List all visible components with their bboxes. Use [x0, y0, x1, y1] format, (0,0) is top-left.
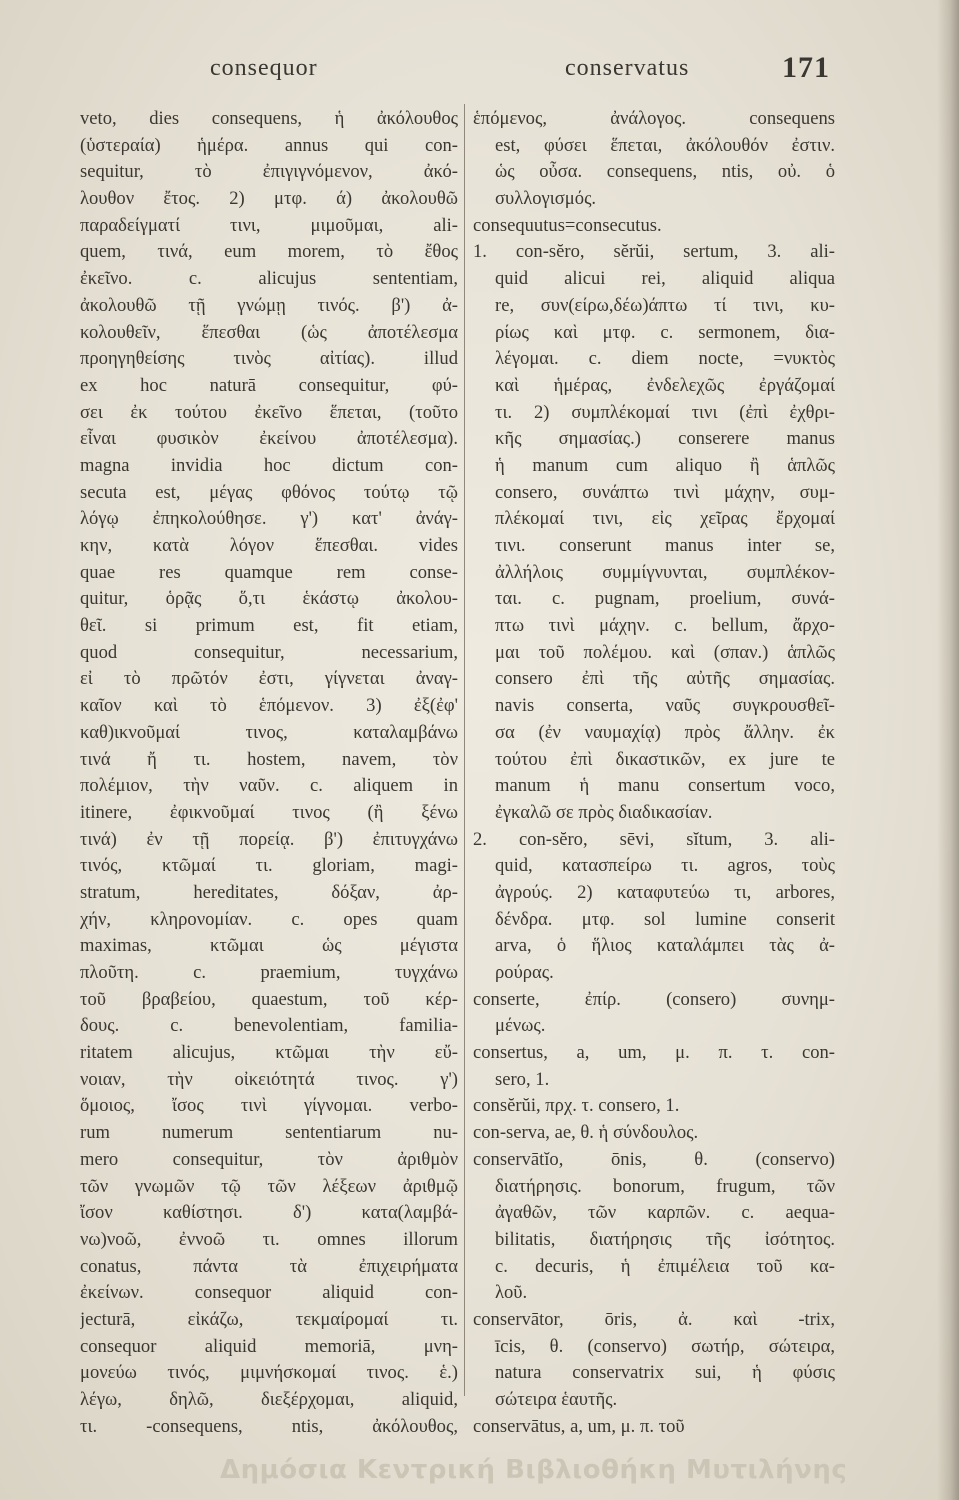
column-divider	[464, 104, 465, 1396]
left-column-line: conatus, πάντα τὰ ἐπιχειρήματα	[80, 1255, 458, 1277]
right-column-line: ται. c. pugnam, proelium, συνά-	[495, 588, 835, 610]
left-column-line: quitur, ὁρᾷς ὅ,τι ἑκάστῳ ἀκολου-	[80, 588, 458, 610]
left-column-line: πολέμιον, τὴν ναῦν. c. aliquem in	[80, 775, 458, 797]
right-column-line: πλέκομαί τινι, εἰς χεῖρας ἔρχομαί	[495, 508, 835, 530]
right-column-entry-head: 2. con-sĕro, sēvi, sĭtum, 3. ali-	[473, 828, 835, 850]
left-column-line: δους. c. benevolentiam, familia-	[80, 1015, 458, 1037]
left-column-line: παραδείγματί τινι, μιμοῦμαι, ali-	[80, 214, 458, 236]
right-column-line: τι. 2) συμπλέκομαί τινι (ἐπὶ ἐχθρι-	[495, 401, 835, 423]
right-column-line: manum ἡ manu consertum voco,	[495, 775, 835, 797]
left-column-line: ἀκολουθῶ τῇ γνώμῃ τινός. β') ἀ-	[80, 294, 458, 316]
left-column-line: secuta est, μέγας φθόνος τούτῳ τῷ	[80, 481, 458, 503]
right-column-line: quid alicui rei, aliquid aliqua	[495, 268, 835, 290]
left-column-line: νοιαν, τὴν οἰκειότητά τινος. γ')	[80, 1068, 458, 1090]
header-left-guide-word: consequor	[210, 55, 318, 81]
right-column-entry-head: conservātĭo, ōnis, θ. (conservo)	[473, 1148, 835, 1170]
left-column-line: itinere, ἐφικνοῦμαί τινος (ἢ ξένω	[80, 801, 458, 823]
right-column-line: σα (ἐν ναυμαχίᾳ) πρὸς ἄλλην. ἐκ	[495, 721, 835, 743]
left-column-line: rum numerum sententiarum nu-	[80, 1122, 458, 1144]
page-edge-shadow	[937, 0, 959, 1500]
left-column-line: κολουθεῖν, ἕπεσθαι (ὡς ἀποτέλεσμα	[80, 321, 458, 343]
right-column-entry-head: conservātus, a, um, μ. π. τοῦ	[473, 1415, 685, 1437]
right-column-line: c. decuris, ἡ ἐπιμέλεια τοῦ κα-	[495, 1255, 835, 1277]
left-column-line: ritatem alicujus, κτῶμαι τὴν εὔ-	[80, 1042, 458, 1064]
right-column-line: μαι τοῦ πολέμου. καὶ (σπαν.) ἁπλῶς	[495, 641, 835, 663]
left-column-line: λουθον ἔτος. 2) μτφ. ά) ἀκολουθῶ	[80, 188, 458, 210]
right-column-entry-head: consĕrŭi, πρχ. τ. consero, 1.	[473, 1095, 680, 1117]
right-column-line: τούτου ἐπὶ δικαστικῶν, ex jure te	[495, 748, 835, 770]
right-column-line: τινι. conserunt manus inter se,	[495, 535, 835, 556]
left-column-line: εἶναι φυσικὸν ἐκείνου ἀποτέλεσμα).	[80, 428, 458, 450]
left-column-line: σει ἐκ τούτου ἐκεῖνο ἕπεται, (τοῦτο	[80, 401, 458, 423]
left-column-line: προηγηθείσης τινὸς αἰτίας). illud	[80, 348, 458, 370]
library-watermark: Δημόσια Κεντρική Βιβλιοθήκη Μυτιλήνης	[220, 1455, 848, 1485]
left-column-line: (ὑστεραία) ἡμέρα. annus qui con-	[80, 134, 458, 156]
left-column-line: εἰ τὸ πρῶτόν ἐστι, γίγνεται ἀναγ-	[80, 668, 458, 690]
left-column-line: maximas, κτῶμαι ὡς μέγιστα	[80, 935, 458, 957]
right-column-entry-head: conservātor, ōris, ἀ. καὶ -trix,	[473, 1308, 835, 1330]
left-column-line: νω)νοῶ, ἐννοῶ τι. omnes illorum	[80, 1228, 458, 1250]
right-column-line: ρούρας.	[495, 962, 554, 983]
left-column-line: quem, τινά, eum morem, τὸ ἔθος	[80, 241, 458, 263]
left-column-line: ex hoc naturā consequitur, φύ-	[80, 374, 458, 396]
left-column-line: magna invidia hoc dictum con-	[80, 454, 458, 476]
left-column-line: mero consequitur, τὸν ἀριθμὸν	[80, 1148, 458, 1170]
left-column-line: ἴσον καθίστησι. δ') κατα(λαμβά-	[80, 1202, 458, 1224]
right-column-entry-head: con-serva, ae, θ. ἡ σύνδουλος.	[473, 1122, 699, 1144]
right-column-line: navis conserta, ναῦς συγκρουσθεῖ-	[495, 695, 835, 717]
right-column-entry-head: ἑπόμενος, ἀνάλογος. consequens	[473, 108, 835, 129]
right-column-line: ἀγαθῶν, τῶν καρπῶν. c. aequa-	[495, 1202, 835, 1224]
left-column-line: jecturā, εἰκάζω, τεκμαίρομαί τι.	[80, 1308, 458, 1330]
left-column-line: ἐκεῖνο. c. alicujus sententiam,	[80, 268, 458, 290]
right-column-line: natura conservatrix sui, ἡ φύσις	[495, 1362, 835, 1384]
left-column-line: consequor aliquid memoriā, μνη-	[80, 1335, 458, 1357]
right-column-line: σώτειρα ἑαυτῆς.	[495, 1389, 618, 1410]
right-column-entry-head: consertus, a, um, μ. π. τ. con-	[473, 1042, 835, 1064]
left-column-line: τινά) ἐν τῇ πορείᾳ. β') ἐπιτυγχάνω	[80, 828, 458, 850]
left-column-line: θεῖ. si primum est, fit etiam,	[80, 615, 458, 637]
left-column-line: ὅμοιος, ἴσος τινὶ γίγνομαι. verbo-	[80, 1095, 458, 1117]
right-column-line: ρίως καὶ μτφ. c. sermonem, δια-	[495, 321, 835, 343]
right-column	[473, 106, 835, 1440]
left-column-line: ἐκείνων. consequor aliquid con-	[80, 1282, 458, 1304]
left-column-line: κην, κατὰ λόγον ἕπεσθαι. vides	[80, 535, 458, 556]
left-column-line: quae res quamque rem conse-	[80, 561, 458, 583]
left-column-line: λέγω, δηλῶ, διεξέρχομαι, aliquid,	[80, 1389, 458, 1410]
right-column-line: καὶ ἡμέρας, ἐνδελεχῶς ἐργάζομαί	[495, 374, 835, 396]
left-column-line: πλοῦτη. c. praemium, τυγχάνω	[80, 962, 458, 983]
left-column	[80, 106, 458, 1440]
right-column-line: consero ἐπὶ τῆς αὐτῆς σημασίας.	[495, 668, 835, 690]
left-column-line: μονεύω τινός, μιμνήσκομαί τινος. ἑ.)	[80, 1362, 458, 1384]
page-number: 171	[782, 51, 830, 84]
right-column-line: πτω τινὶ μάχην. c. bellum, ἄρχο-	[495, 615, 835, 637]
right-column-line: διατήρησις. bonorum, frugum, τῶν	[495, 1175, 835, 1197]
left-column-line: καθ)ικνοῦμαί τινος, καταλαμβάνω	[80, 721, 458, 743]
right-column-line: ὡς οὖσα. consequens, ntis, οὐ. ὁ	[495, 161, 835, 183]
right-column-line: μένως.	[495, 1015, 546, 1037]
right-column-line: bilitatis, διατήρησις τῆς ἰσότητος.	[495, 1228, 835, 1250]
header-right-guide-word: conservatus	[565, 55, 690, 81]
right-column-line: ἡ manum cum aliquo ἢ ἁπλῶς	[495, 454, 835, 476]
right-column-line: συλλογισμός.	[495, 188, 597, 210]
right-column-line: κῆς σημασίας.) conserere manus	[495, 428, 835, 450]
right-column-line: λέγομαι. c. diem nocte, =νυκτὸς	[495, 348, 835, 370]
right-column-line: ἀλλήλοις συμμίγνυνται, συμπλέκον-	[495, 561, 835, 583]
left-column-line: quod consequitur, necessarium,	[80, 641, 458, 663]
right-column-entry-head: conserte, ἐπίρ. (consero) συνημ-	[473, 988, 835, 1010]
right-column-line: sero, 1.	[495, 1068, 550, 1090]
right-column-line: est, φύσει ἕπεται, ἀκόλουθόν ἐστιν.	[495, 134, 835, 156]
left-column-line: veto, dies consequens, ἡ ἀκόλουθος	[80, 108, 458, 129]
right-column-line: δένδρα. μτφ. sol lumine conserit	[495, 908, 835, 930]
right-column-line: quid, κατασπείρω τι. agros, τοὺς	[495, 855, 835, 877]
left-column-line: τοῦ βραβείου, quaestum, τοῦ κέρ-	[80, 988, 458, 1010]
right-column-line: re, συν(είρω,δέω)άπτω τί τινι, κυ-	[495, 294, 835, 316]
right-column-entry-head: consequutus=consecutus.	[473, 214, 662, 236]
running-header	[0, 51, 959, 95]
right-column-line: consero, συνάπτω τινὶ μάχην, συμ-	[495, 481, 835, 503]
left-column-line: τι. -consequens, ntis, ἀκόλουθος,	[80, 1415, 458, 1437]
left-column-line: χήν, κληρονομίαν. c. opes quam	[80, 908, 458, 930]
left-column-line: καῖον καὶ τὸ ἑπόμενον. 3) ἐξ(ἐφ'	[80, 695, 458, 717]
right-column-line: ἀγρούς. 2) καταφυτεύω τι, arbores,	[495, 881, 835, 903]
left-column-line: τινά ἤ τι. hostem, navem, τὸν	[80, 748, 458, 770]
left-column-line: τῶν γνωμῶν τῷ τῶν λέξεων ἀριθμῷ	[80, 1175, 458, 1197]
right-column-entry-head: 1. con-sĕro, sĕrŭi, sertum, 3. ali-	[473, 241, 835, 263]
left-column-line: τινός, κτῶμαί τι. gloriam, magi-	[80, 855, 458, 877]
right-column-line: īcis, θ. (conservo) σωτήρ, σώτειρα,	[495, 1335, 835, 1357]
right-column-line: λοῦ.	[495, 1282, 528, 1304]
right-column-line: arva, ὁ ἥλιος καταλάμπει τὰς ἀ-	[495, 935, 835, 957]
right-column-line: ἐγκαλῶ σε πρὸς διαδικασίαν.	[495, 801, 713, 823]
left-column-line: sequitur, τὸ ἐπιγιγνόμενον, ἀκό-	[80, 161, 458, 183]
left-column-line: stratum, hereditates, δόξαν, ἀρ-	[80, 881, 458, 903]
left-column-line: λόγῳ ἐπηκολούθησε. γ') κατ' ἀνάγ-	[80, 508, 458, 530]
